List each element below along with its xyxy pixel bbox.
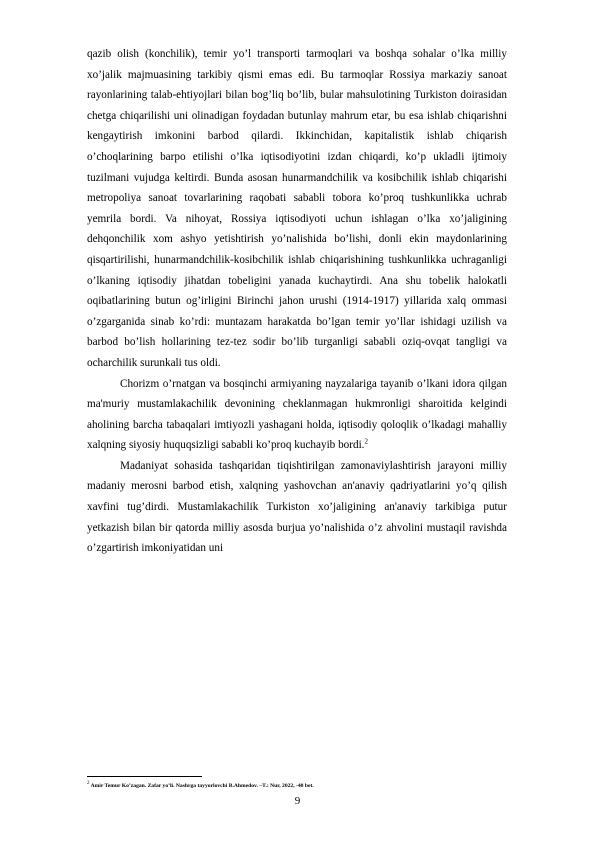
footnote-text: Amir Temur Ko’zagan. Zafar yo’li. Nashrga tayyorlovchi B.Ahmedov. –T.: Nur, 2022, -40 bet. — [90, 783, 314, 789]
page-body — [87, 44, 507, 559]
footnote-mark: 2 — [87, 781, 90, 787]
paragraph-3 — [87, 456, 507, 559]
paragraph-1-text: qazib olish (konchilik), temir yo’l transporti tarmoqlari va boshqa sohalar o’lka milliy xo’jalik majmuasining tarkibiy qismi emas edi. Bu tarmoqlar Rossiya markaziy sanoat rayonlarining talab-ehtiyojlari bilan bog’liq bo’lib, bular mahsulotining Turkiston doirasidan chetga chiqarilishi uni olinadigan foydadan butunlay mahrum etar, bu esa ishlab chiqarishni kengaytirish imkonini barbod qilardi. Ikkinchidan, kapitalistik ishlab chiqarish o’choqlarining barpo etilishi o’lka iqtisodiyotini izdan chiqardi, ko’p ukladli ijtimoiy tuzilmani vujudga keltirdi. Bunda asosan hunarmandchilik va kosibchilik ishlab chiqarishi metropoliya sanoat tovarlarining raqobati sababli tobora ko’proq tushkunlikka uchrab yemrila bordi. Va nihoyat, Rossiya iqtisodiyoti uchun ishlagan o’lka xo’jaligining dehqonchilik xom ashyo yetishtirish yo’nalishida bo’lishi, donli ekin maydonlarining qisqartirilishi, hunarmandchilik-kosibchilik ishlab chiqarishining tushkunlikka uchraganligi o’lkaning iqtisodiy jihatdan tobeligini yanada kuchaytirdi. Ana shu tobelik halokatli oqibatlarining butun og’irligini Birinchi jahon urushi (1914-1917) yillarida xalq ommasi o’zgarganida sinab ko’rdi: muntazam harakatda bo’lgan temir yo’llar ishidagi uzilish va barbod bo’lish hollarining tez-tez sodir bo’lib turganligi sababli oziq-ovqat tangligi va ocharchilik surunkali tus oldi. — [87, 48, 507, 369]
paragraph-3-text: Madaniyat sohasida tashqaridan tiqishtirilgan zamonaviylashtirish jarayoni milliy madaniy merosni barbod etish, xalqning yashovchan an'anaviy qadriyatlarini yo’q qilish xavfini tug’dirdi. Mustamlakachilik Turkiston xo’jaligining an'anaviy tarkibiga putur yetkazish bilan bir qatorda milliy asosda burjua yo’nalishida o’z ahvolini mustaqil ravishda o’zgartirish imkoniyatidan uni — [87, 459, 507, 555]
paragraph-2 — [87, 374, 507, 456]
page-number: 9 — [294, 795, 301, 807]
paragraph-2-text: Chorizm o’rnatgan va bosqinchi armiyaning nayzalariga tayanib o’lkani idora qilgan ma'muriy mustamlakachilik devonining cheklanmagan hukmronligi sharoitida kelgindi aholining barcha tabaqalari imtiyozli yashagani holda, iqtisodiy qoloqlik o’lkadagi mahalliy xalqning siyosiy huquqsizligi sababli ko’proq kuchayib bordi. — [87, 377, 507, 452]
footnote-divider — [87, 776, 202, 777]
footnote — [87, 782, 507, 790]
paragraph-1 — [87, 44, 507, 374]
footnote-reference[interactable]: 2 — [364, 437, 368, 446]
